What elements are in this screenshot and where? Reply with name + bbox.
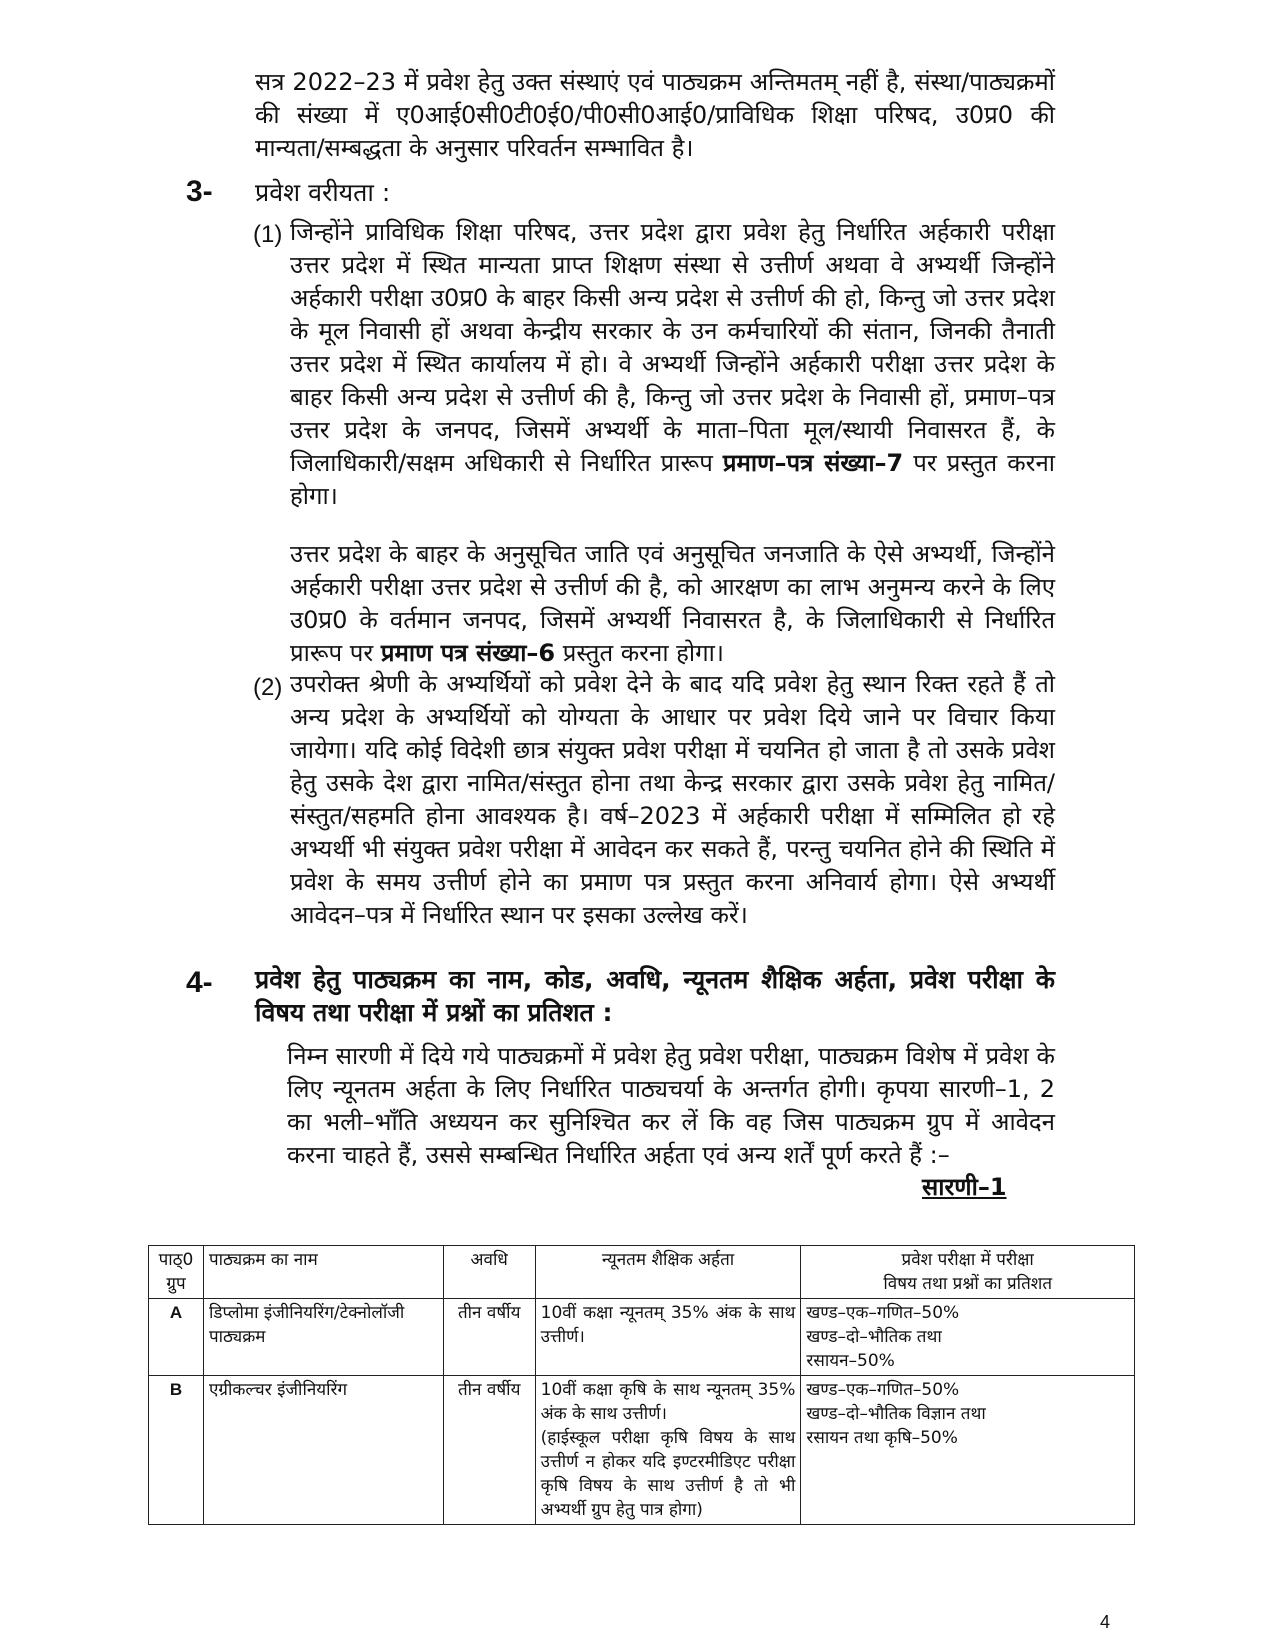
row-a-group: A (149, 1299, 204, 1376)
item-1b-text: उत्तर प्रदेश के बाहर के अनुसूचित जाति एवं अनुसूचित जनजाति के ऐसे अभ्यर्थी, जिन्होंने अर्हकारी परीक्षा उत्तर प्रदेश से उत्तीर्ण की है, को आरक्षण का लाभ अनुमन्य करने के लिए उ0प्र0 के वर्तमान जनपद, जिसमें अभ्यर्थी निवासरत है, के जिलाधिकारी से निर्धारित प्रारूप पर (290, 540, 1055, 667)
course-table (148, 1245, 1135, 1525)
certificate-6-ref: प्रमाण पत्र संख्या–6 (380, 639, 556, 667)
page-number: 4 (1099, 1612, 1110, 1632)
intro-paragraph: सत्र 2022–23 में प्रवेश हेतु उक्त संस्थाएं एवं पाठ्यक्रम अन्तिमतम् नहीं है, संस्था/पाठ्यक्रमों की संख्या में ए0आई0सी0टी0ई0/पी0सी0आई0/प्राविधिक शिक्षा परिषद, उ0प्र0 की मान्यता/सम्बद्धता के अनुसार परिवर्तन सम्भावित है। (255, 68, 1055, 162)
row-b-qualification-note: (हाईस्कूल परीक्षा कृषि विषय के साथ उत्तीर्ण न होकर यदि इण्टरमीडिएट परीक्षा कृषि विषय के साथ उत्तीर्ण है तो भी अभ्यर्थी ग्रुप हेतु पात्र होगा) (540, 1428, 796, 1520)
row-b-qualification-main: 10वीं कक्षा कृषि के साथ न्यूनतम् 35% अंक के साथ उत्तीर्ण। (540, 1380, 796, 1424)
item-1-label: (1) (253, 221, 283, 248)
section-4-body: निम्न सारणी में दिये गये पाठ्यक्रमों में प्रवेश हेतु प्रवेश परीक्षा, पाठ्यक्रम विशेष में प्रवेश के लिए न्यूनतम अर्हता के लिए निर्धारित पाठ्यचर्या के अन्तर्गत होगी। कृपया सारणी–1, 2 का भली–भाँति अध्ययन कर सुनिश्चित कर लें कि वह जिस पाठ्यक्रम ग्रुप में आवेदन करना चाहते हैं, उससे सम्बन्धित निर्धारित अर्हता एवं अन्य शर्तें पूर्ण करते हैं :– (287, 1042, 1055, 1169)
row-b-duration: तीन वर्षीय (443, 1376, 535, 1525)
header-exam-line-1: प्रवेश परीक्षा में परीक्षा (901, 1250, 1034, 1270)
table-row (149, 1299, 1135, 1376)
section-4-title: प्रवेश हेतु पाठ्यक्रम का नाम, कोड, अवधि, न्यूनतम शैक्षिक अर्हता, प्रवेश परीक्षा के विषय तथा परीक्षा में प्रश्नों का प्रतिशत : (255, 965, 1055, 1027)
header-group: पाठ्0 ग्रुप (149, 1246, 204, 1299)
row-b-qualification (535, 1376, 801, 1525)
row-b-course: एग्रीकल्चर इंजीनियरिंग (203, 1376, 443, 1525)
header-qualification: न्यूनतम शैक्षिक अर्हता (535, 1246, 801, 1299)
row-a-exam-line-3: रसायन–50% (806, 1351, 895, 1371)
row-b-exam-line-3: रसायन तथा कृषि–50% (806, 1428, 958, 1448)
item-1-paragraph-2 (290, 538, 1055, 670)
section-3-title: प्रवेश वरीयता : (255, 178, 391, 207)
row-a-course: डिप्लोमा इंजीनियरिंग/टेक्नोलॉजी पाठ्यक्रम (203, 1299, 443, 1376)
row-a-exam-line-1: खण्ड–एक–गणित–50% (806, 1303, 960, 1323)
header-exam (801, 1246, 1135, 1299)
row-a-exam-line-2: खण्ड–दो–भौतिक तथा (806, 1327, 942, 1347)
header-duration: अवधि (443, 1246, 535, 1299)
item-1-text-end: पर प्रस्तुत करना होगा। (290, 449, 1055, 510)
header-exam-line-2: विषय तथा प्रश्नों का प्रतिशत (883, 1274, 1053, 1294)
item-2-label: (2) (253, 674, 283, 701)
row-b-exam (801, 1376, 1135, 1525)
row-a-qualification: 10वीं कक्षा न्यूनतम् 35% अंक के साथ उत्तीर्ण। (535, 1299, 801, 1376)
table-caption: सारणी–1 (922, 1173, 1007, 1201)
item-2-paragraph: उपरोक्त श्रेणी के अभ्यर्थियों को प्रवेश देने के बाद यदि प्रवेश हेतु स्थान रिक्त रहते हैं तो अन्य प्रदेश के अभ्यर्थियों को योग्यता के आधार पर प्रवेश दिये जाने पर विचार किया जायेगा। यदि कोई विदेशी छात्र संयुक्त प्रवेश परीक्षा में चयनित हो जाता है तो उसके प्रवेश हेतु उसके देश द्वारा नामित/संस्तुत होना तथा केन्द्र सरकार द्वारा उसके प्रवेश हेतु नामित/संस्तुत/सहमति होना आवश्यक है। वर्ष–2023 में अर्हकारी परीक्षा में सम्मिलित हो रहे अभ्यर्थी भी संयुक्त प्रवेश परीक्षा में आवेदन कर सकते हैं, परन्तु चयनित होने की स्थिति में प्रवेश के समय उत्तीर्ण होने का प्रमाण पत्र प्रस्तुत करना अनिवार्य होगा। ऐसे अभ्यर्थी आवेदन–पत्र में निर्धारित स्थान पर इसका उल्लेख करें। (290, 670, 1055, 929)
row-a-exam (801, 1299, 1135, 1376)
item-1-text: जिन्होंने प्राविधिक शिक्षा परिषद, उत्तर प्रदेश द्वारा प्रवेश हेतु निर्धारित अर्हकारी परीक्षा उत्तर प्रदेश में स्थित मान्यता प्राप्त शिक्षण संस्था से उत्तीर्ण अथवा वे अभ्यर्थी जिन्होंने अर्हकारी परीक्षा उ0प्र0 के बाहर किसी अन्य प्रदेश से उत्तीर्ण की हो, किन्तु जो उत्तर प्रदेश के मूल निवासी हों अथवा केन्द्रीय सरकार के उन कर्मचारियों की संतान, जिनकी तैनाती उत्तर प्रदेश में स्थित कार्यालय में हो। वे अभ्यर्थी जिन्होंने अर्हकारी परीक्षा उत्तर प्रदेश के बाहर किसी अन्य प्रदेश से उत्तीर्ण की है, किन्तु जो उत्तर प्रदेश के निवासी हों, प्रमाण–पत्र उत्तर प्रदेश के जनपद, जिसमें अभ्यर्थी के माता–पिता मूल/स्थायी निवासरत हैं, के जिलाधिकारी/सक्षम अधिकारी से निर्धारित प्रारूप (290, 218, 1055, 477)
table-row (149, 1376, 1135, 1525)
row-b-exam-line-2: खण्ड–दो–भौतिक विज्ञान तथा (806, 1404, 986, 1424)
row-a-duration: तीन वर्षीय (443, 1299, 535, 1376)
table-header-row (149, 1246, 1135, 1299)
section-4-number: 4- (186, 966, 213, 999)
row-b-exam-line-1: खण्ड–एक–गणित–50% (806, 1380, 960, 1400)
row-b-group: B (149, 1376, 204, 1525)
section-3-number: 3- (186, 175, 213, 208)
certificate-7-ref: प्रमाण–पत्र संख्या–7 (722, 449, 904, 477)
header-course: पाठ्यक्रम का नाम (203, 1246, 443, 1299)
item-1-paragraph (290, 216, 1055, 513)
item-1b-text-end: प्रस्तुत करना होगा। (555, 639, 724, 667)
